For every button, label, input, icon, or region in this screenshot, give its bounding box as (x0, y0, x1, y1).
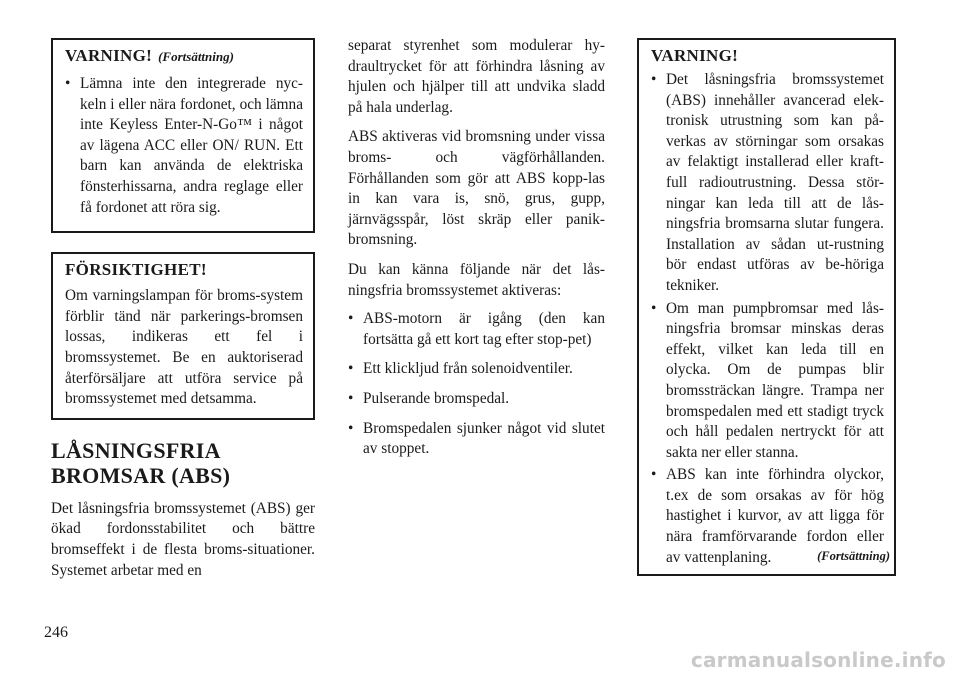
abs-bullet-text: Ett klickljud från solenoidventiler. (363, 360, 573, 378)
bullet-icon: • (348, 389, 354, 407)
abs-bullet-text: Bromspedalen sjunker något vid slutet av stoppet. (363, 419, 605, 458)
section-heading-line1: LÅSNINGSFRIA (51, 437, 221, 463)
caution-box (51, 252, 315, 420)
page-number: 246 (44, 624, 68, 641)
warning-bullet (65, 74, 303, 218)
bullet-icon: • (651, 466, 657, 484)
bullet-icon: • (348, 419, 354, 437)
bullet-icon: • (651, 71, 657, 88)
abs-bullet (348, 309, 605, 350)
caution-title: FÖRSIKTIGHET! (65, 260, 207, 280)
caution-text: Om varningslampan för broms-system förblir tänd när parkerings-bromsen lossas, indikeras ett fel i bromssystemet. Be en auktoriserad återförsäljare att utföra service på bromssystemet med detsamma. (65, 287, 303, 408)
abs-paragraph-3: Du kan känna följande när det lås-ningsfria bromssystemet aktiveras: (348, 260, 605, 299)
watermark: carmanualsonline.info (690, 648, 946, 672)
warning-bullet (651, 70, 884, 297)
warning-bullet-text: Om man pumpbromsar med lås-ningsfria bromsar minskas deras effekt, vilket kan leda till en olycka. Om de pumpas blir bromssträckan längre. Trampa ner bromspedalen med ett stadigt tryck och håll pedalen nertryckt för att sakta ner eller stanna. (666, 299, 884, 461)
warning-bullet-text: Det låsningsfria bromssystemet (ABS) innehåller avancerad elek-tronisk utrustning som kan på-verkas av störningar som orsakas av felaktigt installerad eller kraft-full radioutrustning. Dessa stör-ningar kan leda till att de lås-ningsfria bromsarna slutar fungera. Installation av sådan ut-rustning bör endast utföras av be-höriga tekniker. (666, 71, 884, 294)
bullet-icon: • (65, 75, 71, 92)
section-heading-line2: BROMSAR (ABS) (51, 462, 231, 488)
abs-bullet (348, 389, 605, 410)
warning-box-continued (51, 38, 315, 233)
warning-title (65, 45, 303, 68)
warning-title-text: VARNING! (65, 46, 153, 65)
bullet-icon: • (348, 310, 354, 328)
warning-bullet-text: Lämna inte den integrerade nyc-keln i eller nära fordonet, och lämna inte Keyless Enter-N-Go™ i något av lägena ACC eller ON/ RUN. Ett barn kan använda de elektriska fönsterhissarna, andra reglage eller få fordonet att röra sig. (80, 75, 303, 216)
right-column (637, 0, 896, 576)
warning-box-abs (637, 38, 896, 576)
abs-bullet (348, 419, 605, 460)
left-column (51, 0, 315, 581)
abs-bullet-text: ABS-motorn är igång (den kan fortsätta gå ett kort tag efter stop-pet) (363, 310, 605, 348)
bullet-icon: • (651, 299, 657, 317)
warning-bullet-text: ABS kan inte förhindra olyckor, t.ex de som orsakas av för hög hastighet i kurvor, av att ligga för nära framförvarande fordon eller av vattenplaning. (666, 466, 884, 566)
continued-label: (Fortsättning) (158, 49, 234, 64)
abs-paragraph-1: separat styrenhet som modulerar hy-draultrycket för att förhindra låsning av hjulen och hjälper till att undvika sladd på hala underlag. (348, 37, 605, 116)
middle-column (348, 36, 605, 465)
abs-bullet (348, 359, 605, 380)
abs-paragraph-2: ABS aktiveras vid bromsning under vissa broms- och vägförhållanden. Förhållanden som gör att ABS kopp-las in kan vara is, snö, grus, gupp, järnvägsspår, löst skräp eller panik-bromsning. (348, 128, 605, 249)
warning-bullet (651, 299, 884, 464)
continued-footer-label: (Fortsättning) (817, 549, 890, 563)
bullet-icon: • (348, 360, 354, 378)
abs-bullet-text: Pulserande bromspedal. (363, 389, 510, 407)
section-intro: Det låsningsfria bromssystemet (ABS) ger ökad fordonsstabilitet och bättre bromseffekt i de flesta broms-situationer. Systemet arbetar med en (51, 499, 315, 579)
warning-right-title: VARNING! (651, 46, 739, 65)
